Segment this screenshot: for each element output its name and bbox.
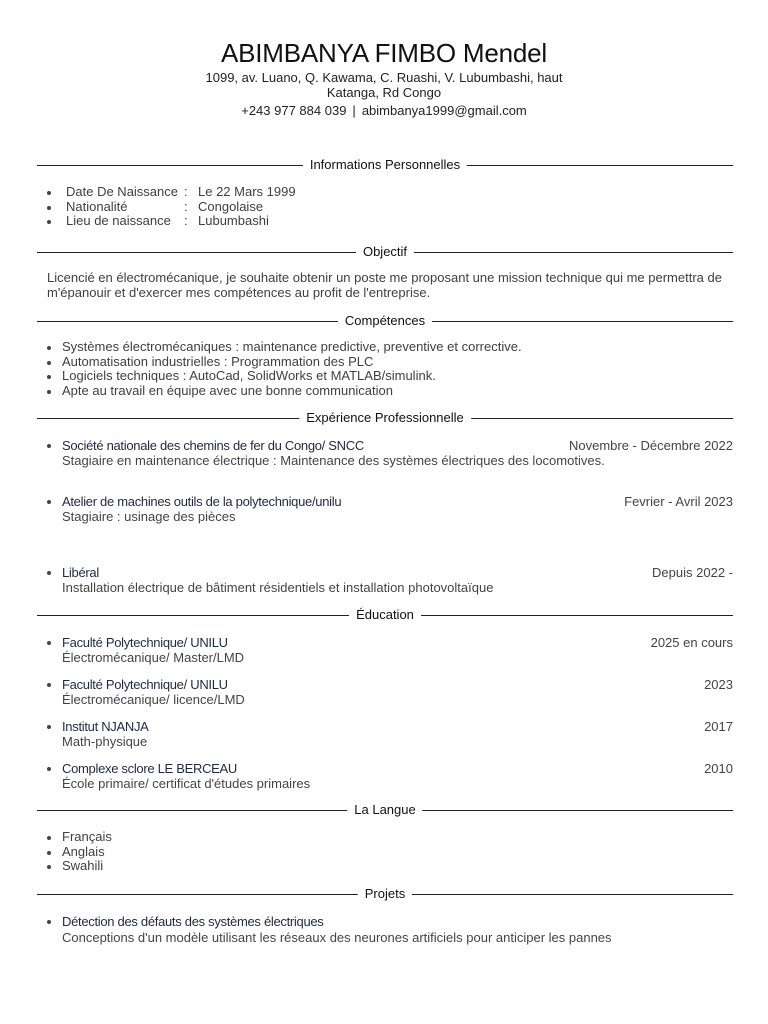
bullet-icon <box>47 851 51 855</box>
section-title-skills <box>37 313 733 329</box>
experience-organization: Libéral <box>62 565 99 580</box>
project-description: Conceptions d'un modèle utilisant les réseaux des neurones artificiels pour anticiper les pannes <box>62 930 612 945</box>
experience-organization: Atelier de machines outils de la polytechnique/unilu <box>62 494 342 509</box>
bullet-icon <box>47 500 51 504</box>
section-label: Expérience Professionnelle <box>299 410 471 426</box>
section-label: Projets <box>358 886 412 902</box>
experience-description: Installation électrique de bâtiment résidentiels et installation photovoltaïque <box>62 580 494 595</box>
skill-text: Automatisation industrielles : Programmation des PLC <box>62 353 374 369</box>
personal-info-item <box>0 200 733 215</box>
education-date: 2010 <box>704 761 733 776</box>
experience-date: Novembre - Décembre 2022 <box>568 438 733 453</box>
skill-item <box>0 369 733 384</box>
experience-organization: Société nationale des chemins de fer du Congo/ SNCC <box>62 438 364 453</box>
education-date: 2023 <box>704 677 733 692</box>
section-title-personal <box>37 157 733 173</box>
contact-line <box>0 103 768 118</box>
experience-date: Fevrier - Avril 2023 <box>624 494 733 509</box>
bullet-icon <box>47 346 51 350</box>
bullet-icon <box>47 206 51 210</box>
contact-separator: | <box>352 103 356 118</box>
education-school: Faculté Polytechnique/ UNILU <box>62 677 228 692</box>
education-description: École primaire/ certificat d'études primaires <box>62 776 311 791</box>
experience-description: Stagiaire : usinage des pièces <box>62 509 236 524</box>
bullet-icon <box>47 836 51 840</box>
section-label: Éducation <box>349 607 421 623</box>
section-title-education <box>37 607 733 623</box>
education-date: 2017 <box>704 719 733 734</box>
project-name: Détection des défauts des systèmes électriques <box>62 914 324 929</box>
personal-info-list <box>0 185 733 229</box>
bullet-icon <box>47 444 51 448</box>
bullet-icon <box>47 390 51 394</box>
experience-date: Depuis 2022 - <box>652 565 733 580</box>
skill-item <box>0 355 733 370</box>
language-item <box>0 830 733 845</box>
section-label: Informations Personnelles <box>303 157 467 173</box>
bullet-icon <box>47 767 51 771</box>
skill-text: Apte au travail en équipe avec une bonne communication <box>62 382 393 398</box>
language-item <box>0 859 733 874</box>
education-school: Faculté Polytechnique/ UNILU <box>62 635 228 650</box>
bullet-icon <box>47 375 51 379</box>
skill-item <box>0 384 733 399</box>
bullet-icon <box>47 220 51 224</box>
objective-text: Licencié en électromécanique, je souhaite obtenir un poste me proposant une mission technique qui me permettra de m'épanouir et d'exercer mes compétences au profit de l'entreprise. <box>47 270 722 300</box>
bullet-icon <box>47 641 51 645</box>
email: abimbanya1999@gmail.com <box>361 103 527 118</box>
personal-info-key: Date De Naissance <box>66 184 178 199</box>
language-item <box>0 845 733 860</box>
section-title-languages <box>37 802 733 818</box>
language-text: Français <box>62 829 112 844</box>
section-title-objective <box>37 244 733 260</box>
education-description: Électromécanique/ licence/LMD <box>62 692 245 707</box>
personal-info-colon: : <box>184 213 188 229</box>
experience-description: Stagiaire en maintenance électrique : Maintenance des systèmes électriques des locomotives. <box>62 453 605 468</box>
personal-info-key: Nationalité <box>66 198 128 214</box>
personal-info-value: Le 22 Mars 1999 <box>198 184 296 199</box>
education-school: Institut NJANJA <box>62 719 149 734</box>
bullet-icon <box>47 725 51 729</box>
resume-header <box>0 36 768 118</box>
bullet-icon <box>47 571 51 575</box>
education-date: 2025 en cours <box>650 635 733 650</box>
phone: +243 977 884 039 <box>241 103 347 118</box>
languages-list <box>0 830 733 874</box>
personal-info-key: Lieu de naissance <box>66 213 171 229</box>
section-label: Objectif <box>356 244 414 260</box>
personal-info-value: Congolaise <box>198 198 264 214</box>
bullet-icon <box>47 683 51 687</box>
section-title-projects <box>37 886 733 902</box>
section-label: Compétences <box>338 313 432 329</box>
personal-info-item <box>0 214 733 229</box>
personal-info-colon: : <box>184 198 188 214</box>
address: 1099, av. Luano, Q. Kawama, C. Ruashi, V. Lubumbashi, haut Katanga, Rd Congo <box>205 70 563 100</box>
bullet-icon <box>47 865 51 869</box>
skill-item <box>0 340 733 355</box>
skills-list <box>0 340 733 398</box>
candidate-name: ABIMBANYA FIMBO Mendel <box>221 38 547 68</box>
skill-text: Logiciels techniques : AutoCad, SolidWorks et MATLAB/simulink. <box>62 368 436 384</box>
bullet-icon <box>47 920 51 924</box>
section-title-experience <box>37 410 733 426</box>
personal-info-value: Lubumbashi <box>198 213 269 229</box>
bullet-icon <box>47 191 51 195</box>
language-text: Swahili <box>62 858 104 874</box>
skill-text: Systèmes électromécaniques : maintenance predictive, preventive et corrective. <box>62 339 522 354</box>
education-description: Math-physique <box>62 734 148 749</box>
language-text: Anglais <box>62 843 105 859</box>
personal-info-item <box>0 185 733 200</box>
bullet-icon <box>47 361 51 365</box>
personal-info-colon: : <box>184 184 188 199</box>
education-description: Électromécanique/ Master/LMD <box>62 650 245 665</box>
section-label: La Langue <box>347 802 422 818</box>
education-school: Complexe sclore LE BERCEAU <box>62 761 237 776</box>
